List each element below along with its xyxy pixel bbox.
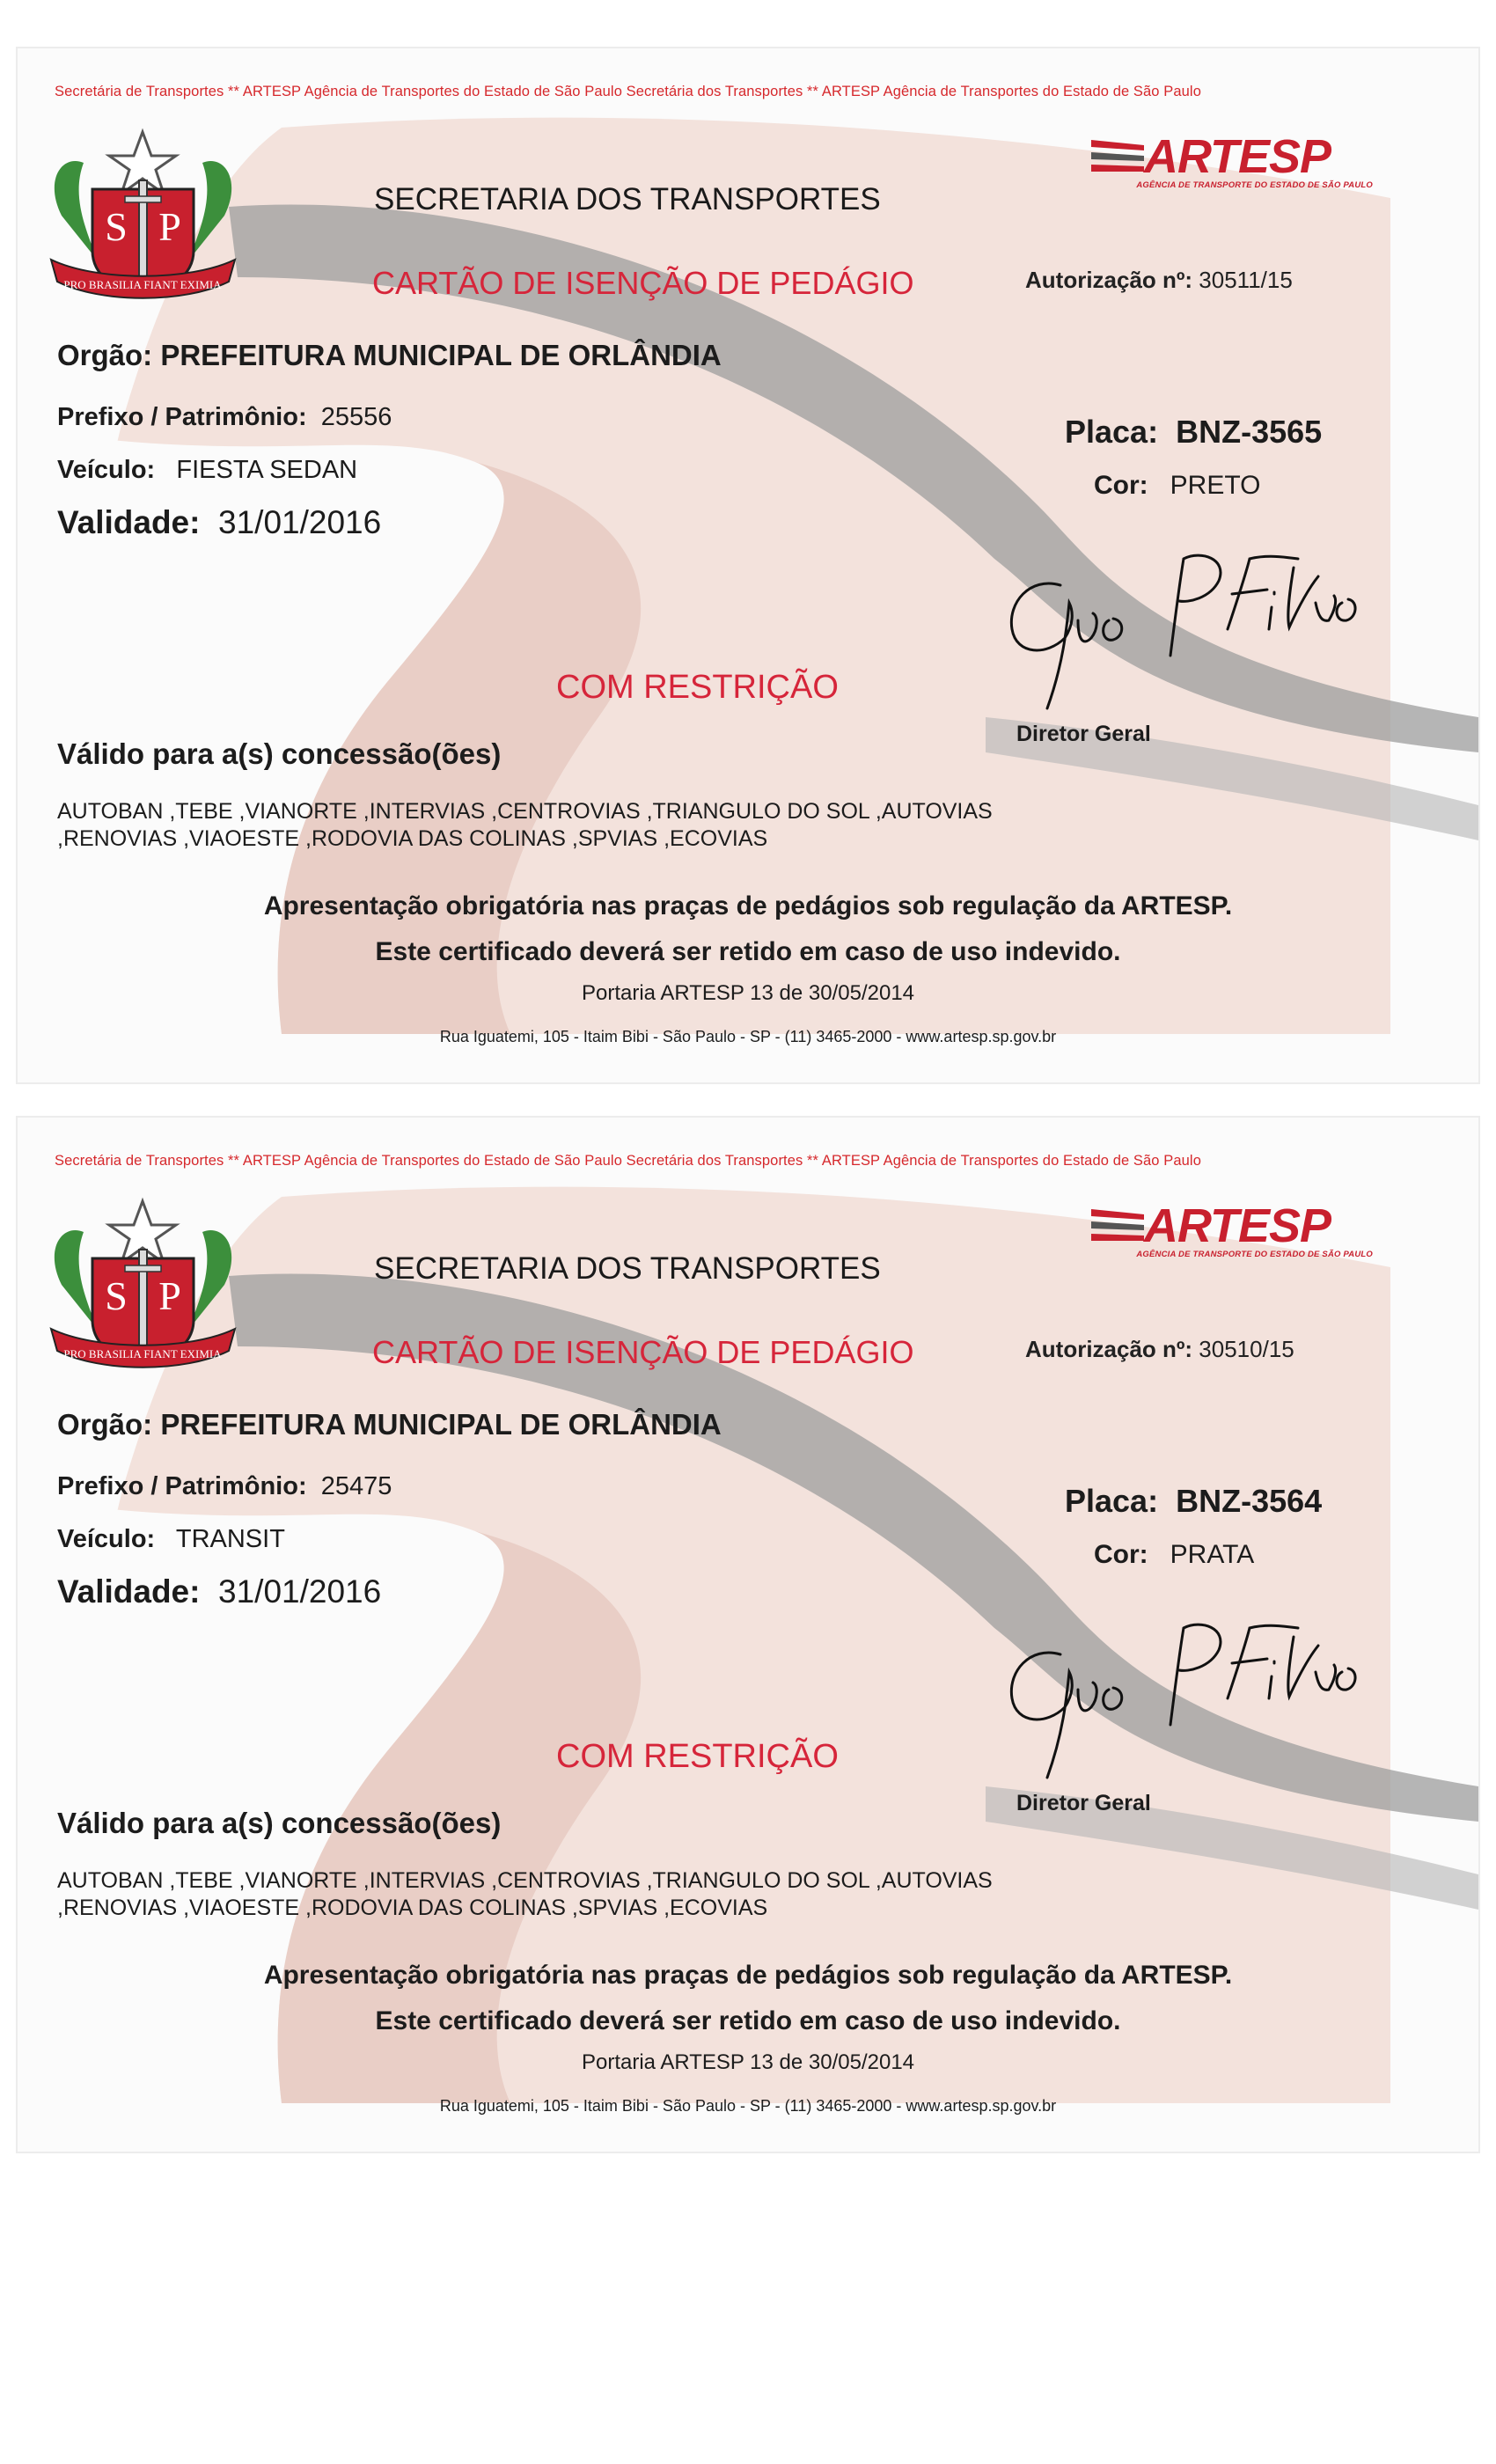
veiculo-label: Veículo: (57, 456, 156, 484)
veiculo (57, 1525, 285, 1554)
cor (1094, 471, 1260, 501)
director-signature (994, 1602, 1408, 1808)
veiculo-value: TRANSIT (175, 1525, 285, 1553)
prefixo (57, 1472, 392, 1501)
valid-for-heading: Válido para a(s) concessão(ões) (57, 737, 502, 770)
restriction-label: COM RESTRIÇÃO (556, 669, 839, 706)
secretaria-title: SECRETARIA DOS TRANSPORTES (374, 1251, 881, 1286)
authorization-label: Autorização nº: (1025, 1336, 1193, 1362)
card-title: CARTÃO DE ISENÇÃO DE PEDÁGIO (372, 1334, 914, 1370)
authorization-number: 30510/15 (1199, 1336, 1294, 1362)
cor-label: Cor: (1094, 1540, 1148, 1569)
address: Rua Iguatemi, 105 - Itaim Bibi - São Paulo - SP - (11) 3465-2000 - www.artesp.sp.gov.br (439, 1028, 1057, 1045)
artesp-logo (1091, 129, 1373, 198)
crest-letter-p: P (158, 204, 181, 249)
artesp-wordmark: ARTESP (1144, 130, 1331, 183)
orgao-value: PREFEITURA MUNICIPAL DE ORLÂNDIA (160, 339, 722, 371)
validade-value: 31/01/2016 (218, 1573, 382, 1610)
crest-motto: PRO BRASILIA FIANT EXIMIA (63, 1347, 222, 1360)
prefixo-value: 25475 (320, 1472, 392, 1500)
placa-label: Placa: (1065, 1483, 1159, 1519)
placa (1065, 414, 1322, 451)
exemption-card-1 (18, 48, 1478, 1082)
veiculo (57, 456, 357, 485)
authorization (1025, 267, 1293, 294)
validade-label: Validade: (57, 1573, 201, 1610)
concessions-list: AUTOBAN ,TEBE ,VIANORTE ,INTERVIAS ,CENTROVIAS ,TRIANGULO DO SOL ,AUTOVIAS ,RENOVIAS ,VIAOESTE ,RODOVIA DAS COLINAS ,SPVIAS ,ECOVIAS (57, 1868, 993, 1920)
cor-value: PRATA (1170, 1540, 1255, 1569)
ordinance: Portaria ARTESP 13 de 30/05/2014 (581, 981, 915, 1005)
presentation-notice: Apresentação obrigatória nas praças de pedágios sob regulação da ARTESP. (263, 1961, 1233, 1990)
authorization (1025, 1336, 1294, 1363)
validade (57, 1573, 381, 1610)
concessions-list: AUTOBAN ,TEBE ,VIANORTE ,INTERVIAS ,CENTROVIAS ,TRIANGULO DO SOL ,AUTOVIAS ,RENOVIAS ,VIAOESTE ,RODOVIA DAS COLINAS ,SPVIAS ,ECOVIAS (57, 799, 993, 851)
retention-notice: Este certificado deverá ser retido em caso de uso indevido. (375, 2006, 1121, 2035)
validade (57, 504, 381, 541)
orgao (57, 339, 722, 372)
director-signature (994, 532, 1408, 739)
orgao (57, 1408, 722, 1441)
crest-letter-s: S (105, 1273, 128, 1318)
artesp-stripes-icon (1091, 1206, 1146, 1248)
artesp-stripes-icon (1091, 136, 1146, 179)
retention-notice: Este certificado deverá ser retido em caso de uso indevido. (375, 937, 1121, 966)
orgao-label: Orgão: (57, 339, 153, 371)
artesp-logo (1091, 1199, 1373, 1267)
placa-label: Placa: (1065, 414, 1159, 450)
valid-for-heading: Válido para a(s) concessão(ões) (57, 1807, 502, 1839)
authorization-label: Autorização nº: (1025, 267, 1193, 293)
prefixo-value: 25556 (320, 403, 392, 431)
cor-label: Cor: (1094, 471, 1148, 500)
validade-value: 31/01/2016 (218, 504, 382, 540)
prefixo-label: Prefixo / Patrimônio: (57, 1472, 307, 1500)
placa-value: BNZ-3565 (1176, 414, 1323, 450)
address: Rua Iguatemi, 105 - Itaim Bibi - São Paulo - SP - (11) 3465-2000 - www.artesp.sp.gov.br (439, 2097, 1057, 2115)
prefixo-label: Prefixo / Patrimônio: (57, 403, 307, 431)
veiculo-value: FIESTA SEDAN (176, 456, 358, 484)
orgao-value: PREFEITURA MUNICIPAL DE ORLÂNDIA (160, 1408, 722, 1441)
artesp-subtitle: AGÊNCIA DE TRANSPORTE DO ESTADO DE SÃO PAULO (1136, 180, 1373, 190)
authorization-number: 30511/15 (1199, 267, 1293, 293)
sao-paulo-coat-of-arms (44, 128, 242, 312)
placa-value: BNZ-3564 (1176, 1483, 1323, 1519)
director-title: Diretor Geral (1016, 722, 1151, 746)
artesp-wordmark: ARTESP (1144, 1199, 1331, 1252)
artesp-subtitle: AGÊNCIA DE TRANSPORTE DO ESTADO DE SÃO PAULO (1136, 1250, 1373, 1259)
sao-paulo-coat-of-arms (44, 1197, 242, 1382)
banner-text: Secretária de Transportes ** ARTESP Agência de Transportes do Estado de São Paulo Secretária dos Transportes ** ARTESP Agência de Transportes do Estado de São Paulo (55, 1153, 1201, 1169)
restriction-label: COM RESTRIÇÃO (556, 1738, 839, 1775)
banner-text: Secretária de Transportes ** ARTESP Agência de Transportes do Estado de São Paulo Secretária dos Transportes ** ARTESP Agência de Transportes do Estado de São Paulo (55, 84, 1201, 99)
placa (1065, 1483, 1322, 1520)
prefixo (57, 403, 392, 432)
ordinance: Portaria ARTESP 13 de 30/05/2014 (581, 2050, 915, 2074)
director-title: Diretor Geral (1016, 1791, 1151, 1815)
crest-letter-s: S (105, 204, 128, 249)
secretaria-title: SECRETARIA DOS TRANSPORTES (374, 182, 881, 216)
crest-motto: PRO BRASILIA FIANT EXIMIA (63, 278, 222, 291)
presentation-notice: Apresentação obrigatória nas praças de pedágios sob regulação da ARTESP. (263, 891, 1233, 920)
exemption-card-2 (18, 1118, 1478, 2152)
cor (1094, 1540, 1254, 1570)
card-title: CARTÃO DE ISENÇÃO DE PEDÁGIO (372, 265, 914, 301)
orgao-label: Orgão: (57, 1408, 153, 1441)
veiculo-label: Veículo: (57, 1525, 156, 1553)
cor-value: PRETO (1170, 471, 1261, 500)
crest-letter-p: P (158, 1273, 181, 1318)
validade-label: Validade: (57, 504, 201, 540)
